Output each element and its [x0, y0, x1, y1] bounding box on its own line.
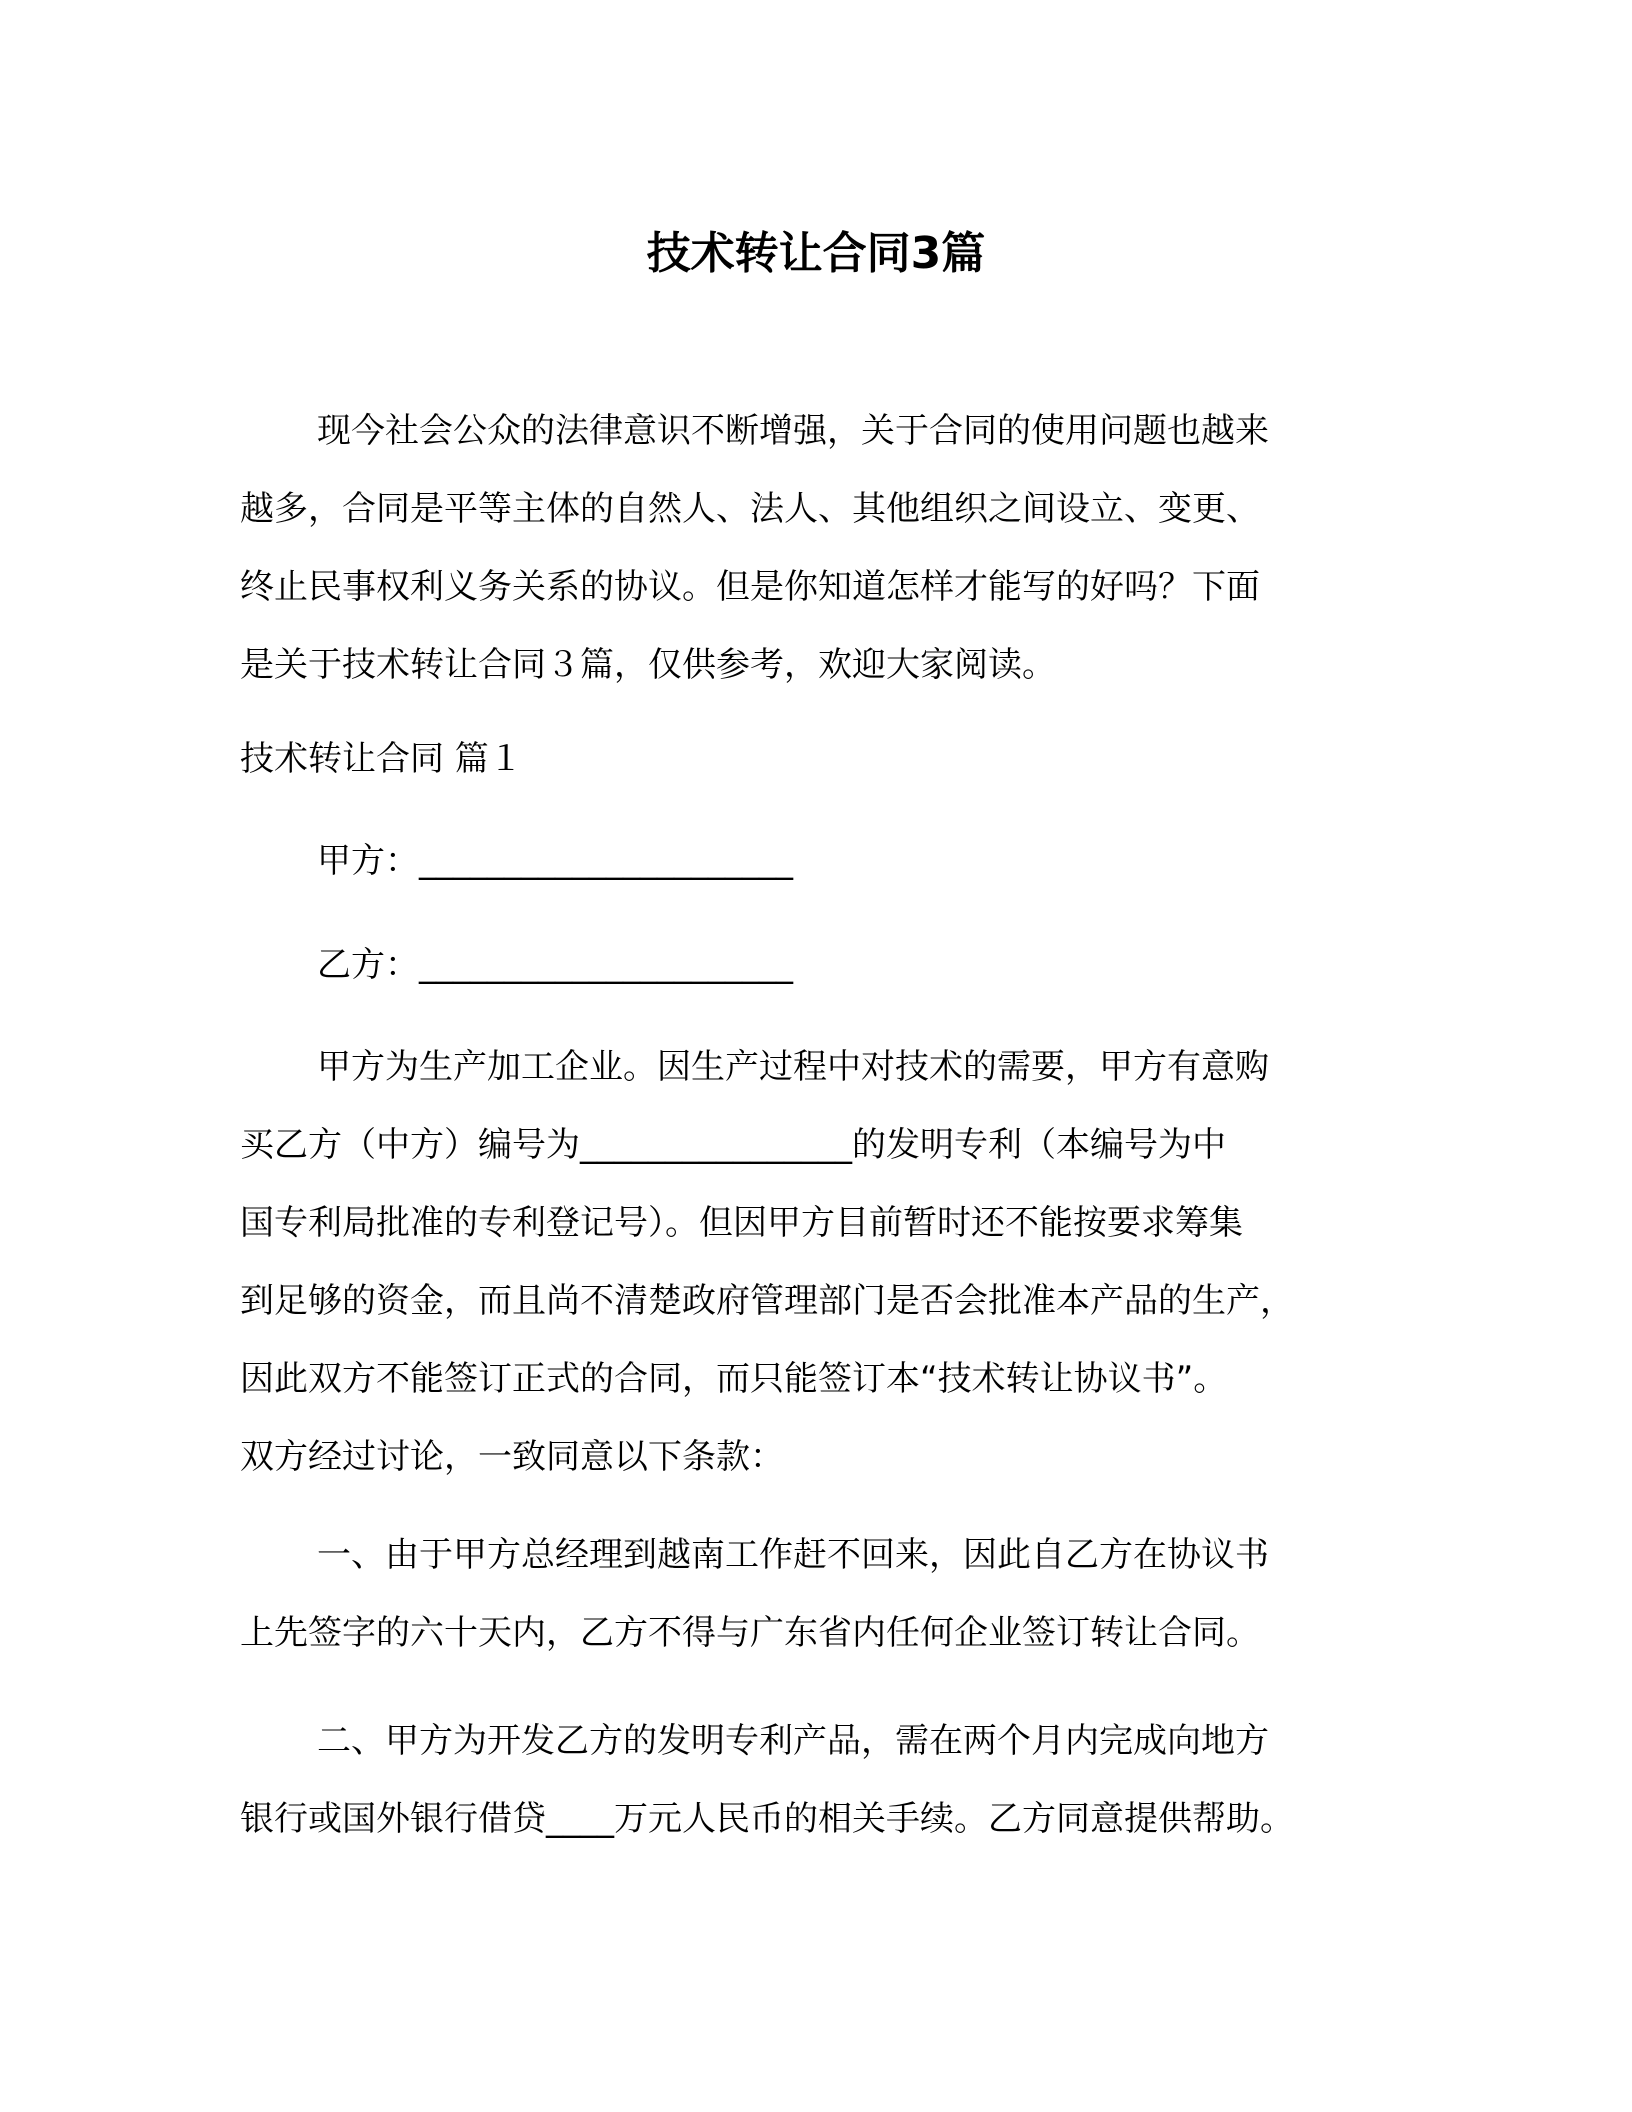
party-b-row	[240, 926, 1400, 1004]
party-a-label: 甲方：	[317, 841, 419, 881]
preamble-line: 买乙方（中方）编号为________________的发明专利（本编号为中	[240, 1125, 1226, 1165]
party-a-row	[240, 822, 1400, 900]
party-a-blank: ______________________	[419, 841, 793, 881]
section-heading: 技术转让合同 篇１	[240, 739, 523, 779]
clause-2-line: 二、甲方为开发乙方的发明专利产品，需在两个月内完成向地方	[317, 1721, 1269, 1761]
party-b-label: 乙方：	[317, 945, 419, 985]
preamble-paragraph	[240, 1028, 1400, 1496]
section-heading-block	[240, 720, 1400, 798]
preamble-line: 因此双方不能签订正式的合同，而只能签订本“技术转让协议书”。	[240, 1359, 1228, 1399]
intro-line: 是关于技术转让合同３篇，仅供参考，欢迎大家阅读。	[240, 645, 1056, 685]
intro-line: 终止民事权利义务关系的协议。但是你知道怎样才能写的好吗？下面	[240, 567, 1260, 607]
intro-line: 现今社会公众的法律意识不断增强，关于合同的使用问题也越来	[317, 411, 1269, 451]
clause-2-line: 银行或国外银行借贷____万元人民币的相关手续。乙方同意提供帮助。	[240, 1799, 1294, 1839]
clause-2-paragraph	[240, 1702, 1400, 1858]
intro-paragraph	[240, 392, 1400, 704]
intro-line: 越多，合同是平等主体的自然人、法人、其他组织之间设立、变更、	[240, 489, 1260, 529]
clause-1-paragraph	[240, 1516, 1400, 1672]
party-b-blank: ______________________	[419, 945, 793, 985]
preamble-line: 到足够的资金，而且尚不清楚政府管理部门是否会批准本产品的生产，	[240, 1281, 1294, 1321]
preamble-line: 甲方为生产加工企业。因生产过程中对技术的需要，甲方有意购	[317, 1047, 1269, 1087]
clause-1-line: 一、由于甲方总经理到越南工作赶不回来，因此自乙方在协议书	[317, 1535, 1269, 1575]
preamble-line: 国专利局批准的专利登记号）。但因甲方目前暂时还不能按要求筹集	[240, 1203, 1243, 1243]
preamble-line: 双方经过讨论，一致同意以下条款：	[240, 1437, 784, 1477]
clause-1-line: 上先签字的六十天内，乙方不得与广东省内任何企业签订转让合同。	[240, 1613, 1260, 1653]
document-title: 技术转让合同3篇	[646, 228, 986, 279]
